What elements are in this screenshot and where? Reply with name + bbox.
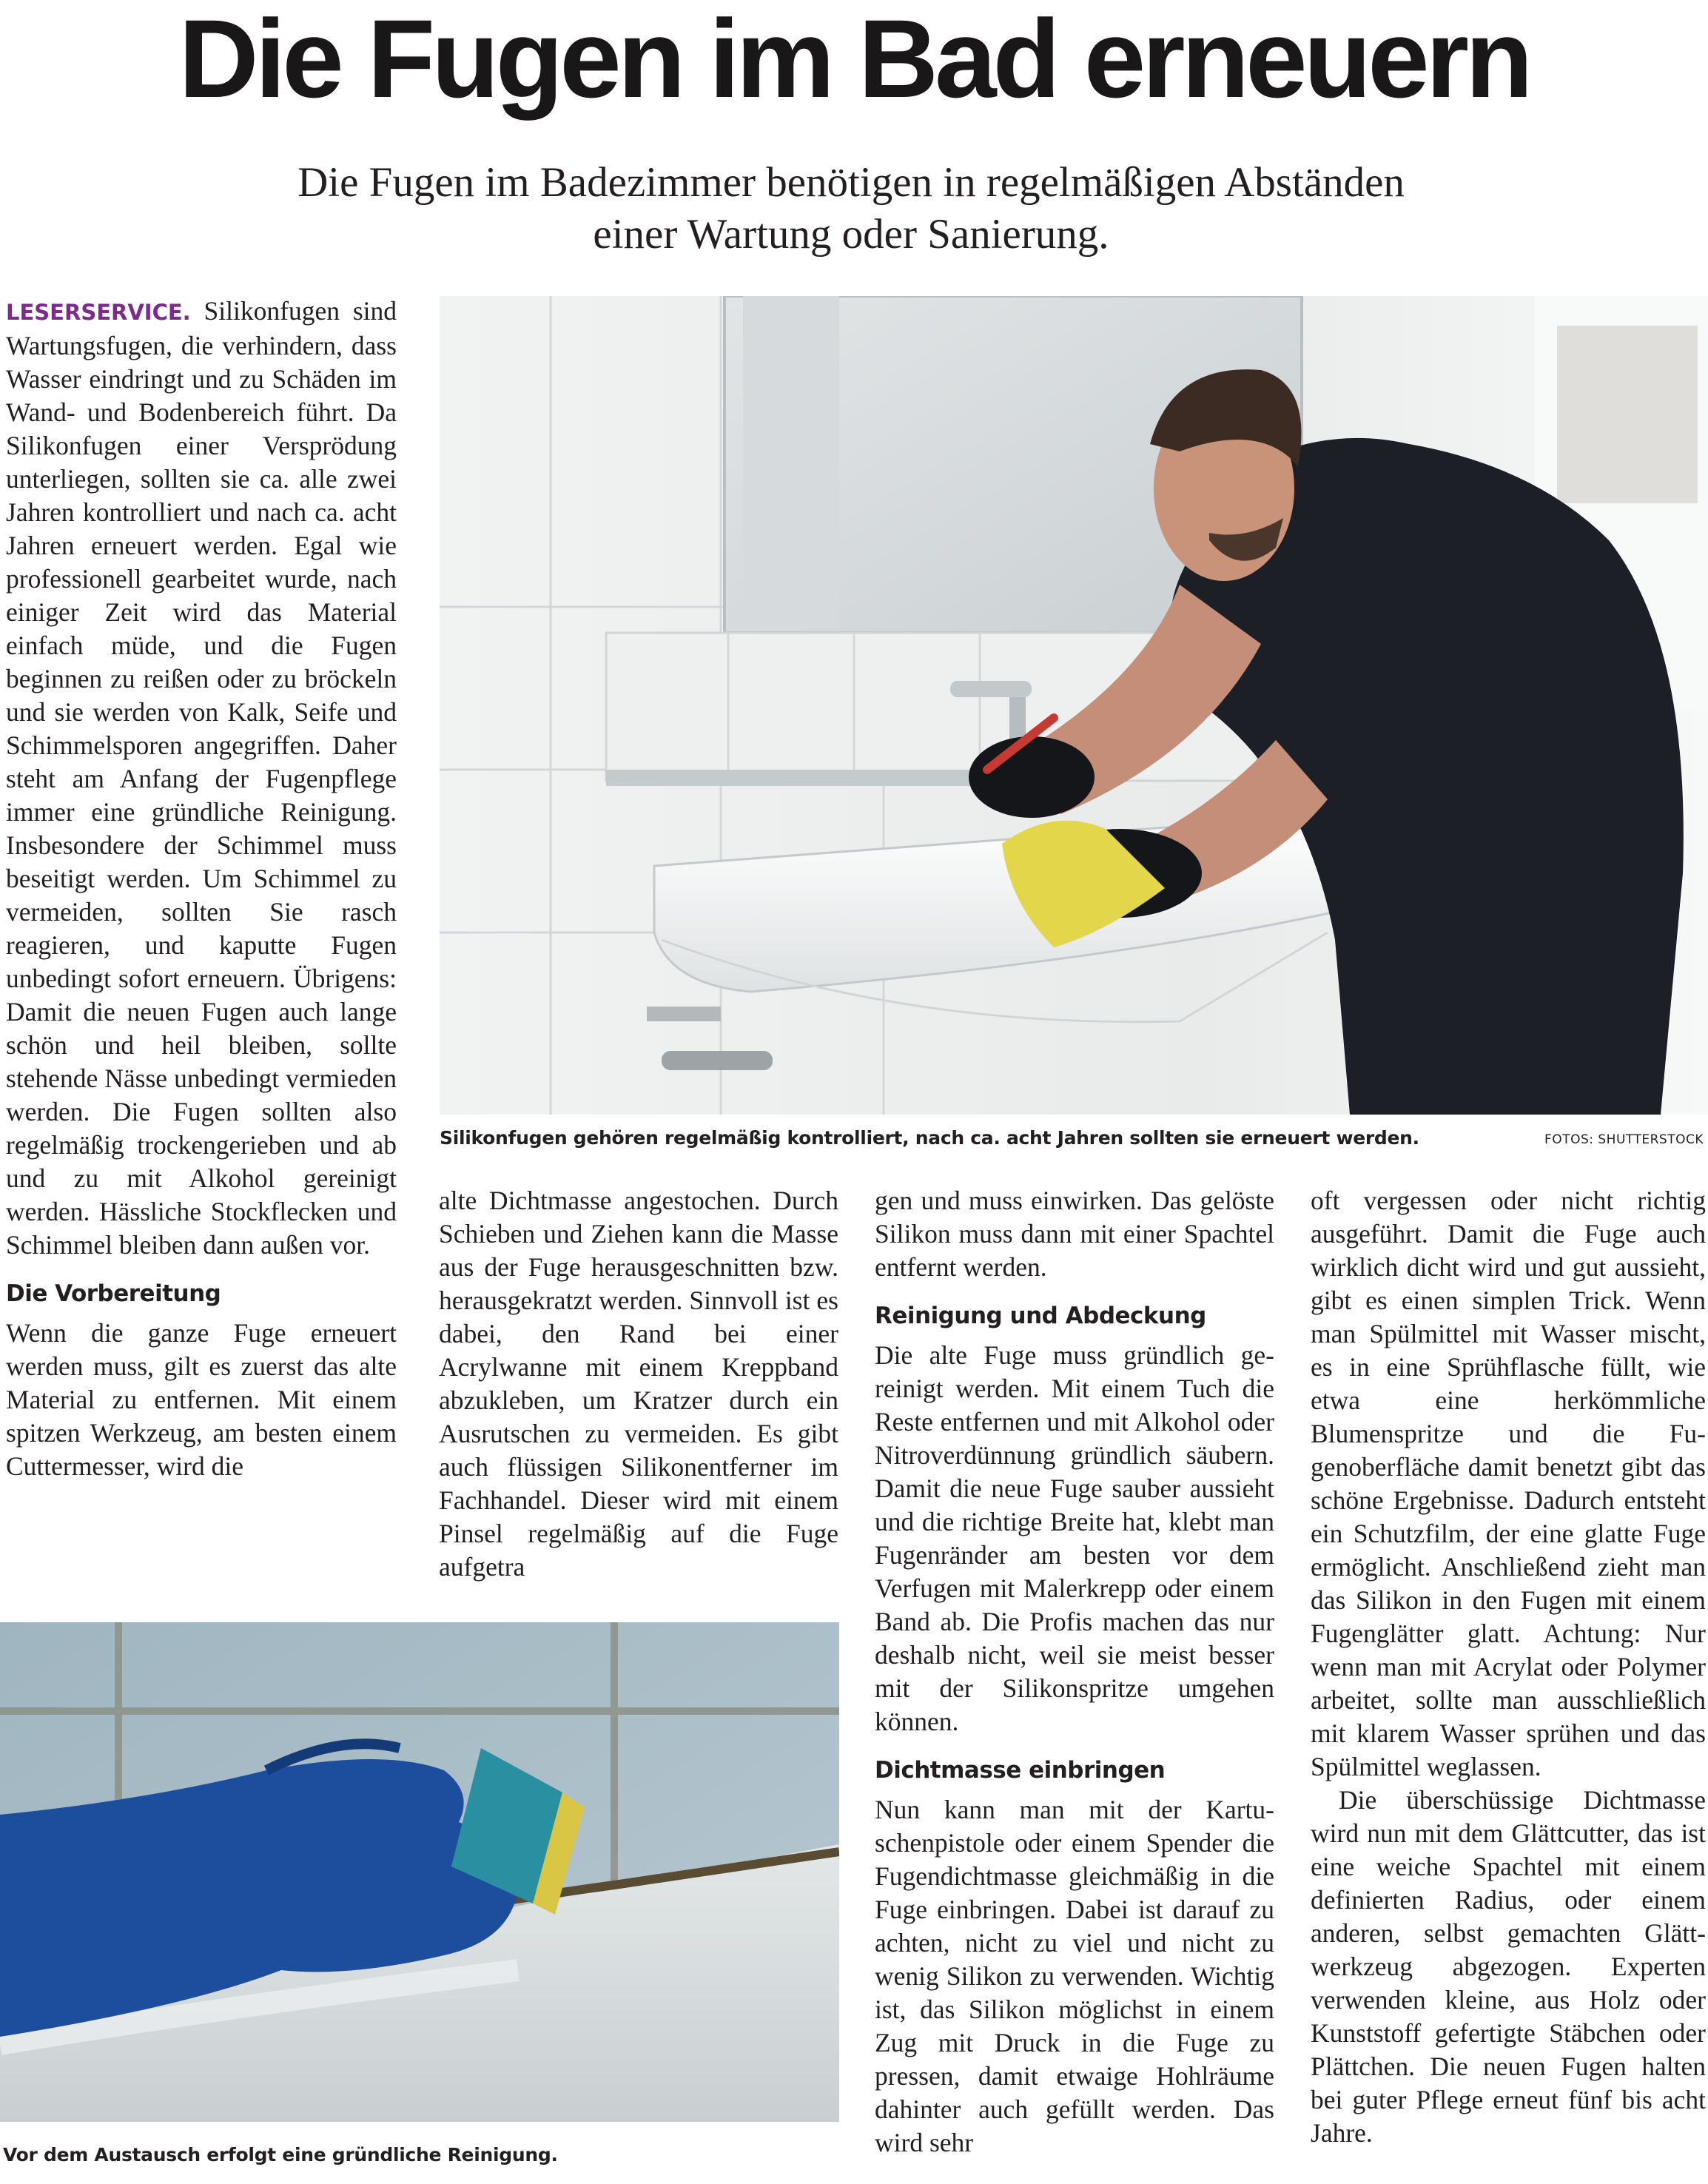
heading-vorbereitung: Die Vorbereitung [6,1280,221,1307]
column-2 [439,1184,838,1584]
cleaning-glove-image [0,1622,839,2122]
subheadline [207,157,1495,261]
vorbereitung-text-part3: gen und muss einwirken. Das gelöste Silikon muss dann mit einer Spachtel entfernt werden. [875,1186,1274,1282]
photo-credit: FOTOS: SHUTTERSTOCK [1544,1132,1704,1147]
intro-column [6,295,397,1483]
kicker-label: LESERSERVICE. [6,300,191,325]
main-photo [440,296,1708,1115]
intro-paragraph [6,295,397,1262]
vorbereitung-text-part2: alte Dichtmasse angestochen. Durch Schieben und Ziehen kann die Masse aus der Fuge herausgeschnitten bzw. herausgekratzt werden. Sinnvoll ist es dabei, den Rand bei einer Acrylwanne mit einem Kreppband abzukleben, um Kratzer durch ein Ausrutschen zu vermeiden. Es gibt auch flüssigen Silikonentferner im Fachhandel. Dieser wird mit einem Pinsel regelmäßig auf die Fuge aufgetra [439,1186,838,1582]
vorbereitung-text-part1: Wenn die ganze Fuge erneuert werden muss, gilt es zuerst das alte Material zu entfernen. Mit einem spitzen Werkzeug, am besten einem Cuttermesser, wird die [6,1318,397,1481]
dichtmasse-text-part1: Nun kann man mit der Kartuschenpistole oder einem Spender die Fugendichtmasse gleichmäßig in die Fuge einbringen. Dabei ist darauf zu achten, nicht zu viel und nicht zu wenig Silikon zu verwenden. Wichtig ist, das Silikon möglichst in einem Zug mit Druck in die Fuge zu pressen, damit etwaige Hohlräume dahinter auch gefüllt werden. Das wird sehr [875,1795,1274,2157]
reinigung-text: Die alte Fuge muss gründlich gereinigt werden. Mit einem Tuch die Reste entfernen und mit Alkohol oder Nitroverdünnung gründlich säubern. Damit die neue Fuge sauber aussieht und die richtige Breite hat, klebt man Fugenränder am besten vor dem Verfugen mit Malerkrepp oder einem Band ab. Die Profis machen das nur deshalb nicht, weil sie meist besser mit der Silikonspritze umgehen können. [875,1340,1274,1736]
heading-dichtmasse: Dichtmasse einbringen [875,1757,1166,1784]
headline: Die Fugen im Bad erneuern [178,0,1530,121]
bathroom-worker-image [440,296,1708,1115]
column-3 [875,1184,1274,2160]
dichtmasse-text-part2: oft vergessen oder nicht richtig ausgeführt. Damit die Fuge auch wirklich dicht wird und gut aussieht, gibt es einen simplen Trick. Wenn man Spülmittel mit Wasser mischt, es in eine Sprühflasche füllt, wie etwa eine herkömmliche Blumenspritze und die Fugenoberfläche damit benetzt gibt das schöne Ergebnisse. Dadurch entsteht ein Schutzfilm, der eine glatte Fuge ermöglicht. Anschließend zieht man das Silikon in den Fugen mit einem Fugenglätter glatt. Achtung: Nur wenn man mit Acrylat oder Polymer arbeitet, sollte man ausschließlich mit klarem Wasser sprühen und das Spülmittel weglassen. [1311,1186,1706,1781]
heading-reinigung: Reinigung und Abdeckung [875,1303,1206,1329]
secondary-photo [0,1622,839,2122]
column-4 [1311,1184,1706,2150]
subheadline-line-1: Die Fugen im Badezimmer benötigen in regelmäßigen Abständen [297,159,1405,206]
intro-text: Silikonfugen sind Wartungsfugen, die verhindern, dass Wasser eindringt und zu Schäden im Wand- und Bodenbereich führt. Da Silikonfugen einer Versprödung unterliegen, sollten sie ca. alle zwei Jahren kontrolliert und nach ca. acht Jahren erneuert werden. Egal wie professionell gearbeitet wurde, nach einiger Zeit wird das Material einfach müde, und die Fugen beginnen zu reißen oder zu bröckeln und sie werden von Kalk, Seife und Schimmelsporen angegriffen. Daher steht am Anfang der Fugenpflege immer eine gründliche Reinigung. Insbesondere der Schimmel muss beseitigt werden. Um Schimmel zu vermeiden, sollten Sie rasch reagieren, und kaputte Fugen unbedingt sofort erneuern. Übrigens: Damit die neuen Fugen auch lange schön und heil bleiben, sollte stehende Nässe unbedingt vermieden werden. Die Fugen sollten also regelmäßig trockengerieben und ab und zu mit Alkohol gereinigt werden. Hässliche Stockflecken und Schimmel bleiben dann außen vor. [6,296,397,1260]
secondary-photo-caption: Vor dem Austausch erfolgt eine gründliche Reinigung. [3,2144,558,2165]
main-photo-caption: Silikonfugen gehören regelmäßig kontrolliert, nach ca. acht Jahren sollten sie erneuert werden. [440,1127,1419,1149]
subheadline-line-2: einer Wartung oder Sanierung. [593,211,1109,258]
dichtmasse-text-part3: Die überschüssige Dichtmasse wird nun mit dem Glättcutter, das ist eine weiche Spachtel mit einem definierten Radius, oder einem anderen, selbst gemachten Glättwerkzeug abgezogen. Experten verwenden kleine, aus Holz oder Kunststoff gefertigte Stäbchen oder Plättchen. Die neuen Fugen halten bei guter Pflege erneut fünf bis acht Jahre. [1311,1785,1706,2148]
